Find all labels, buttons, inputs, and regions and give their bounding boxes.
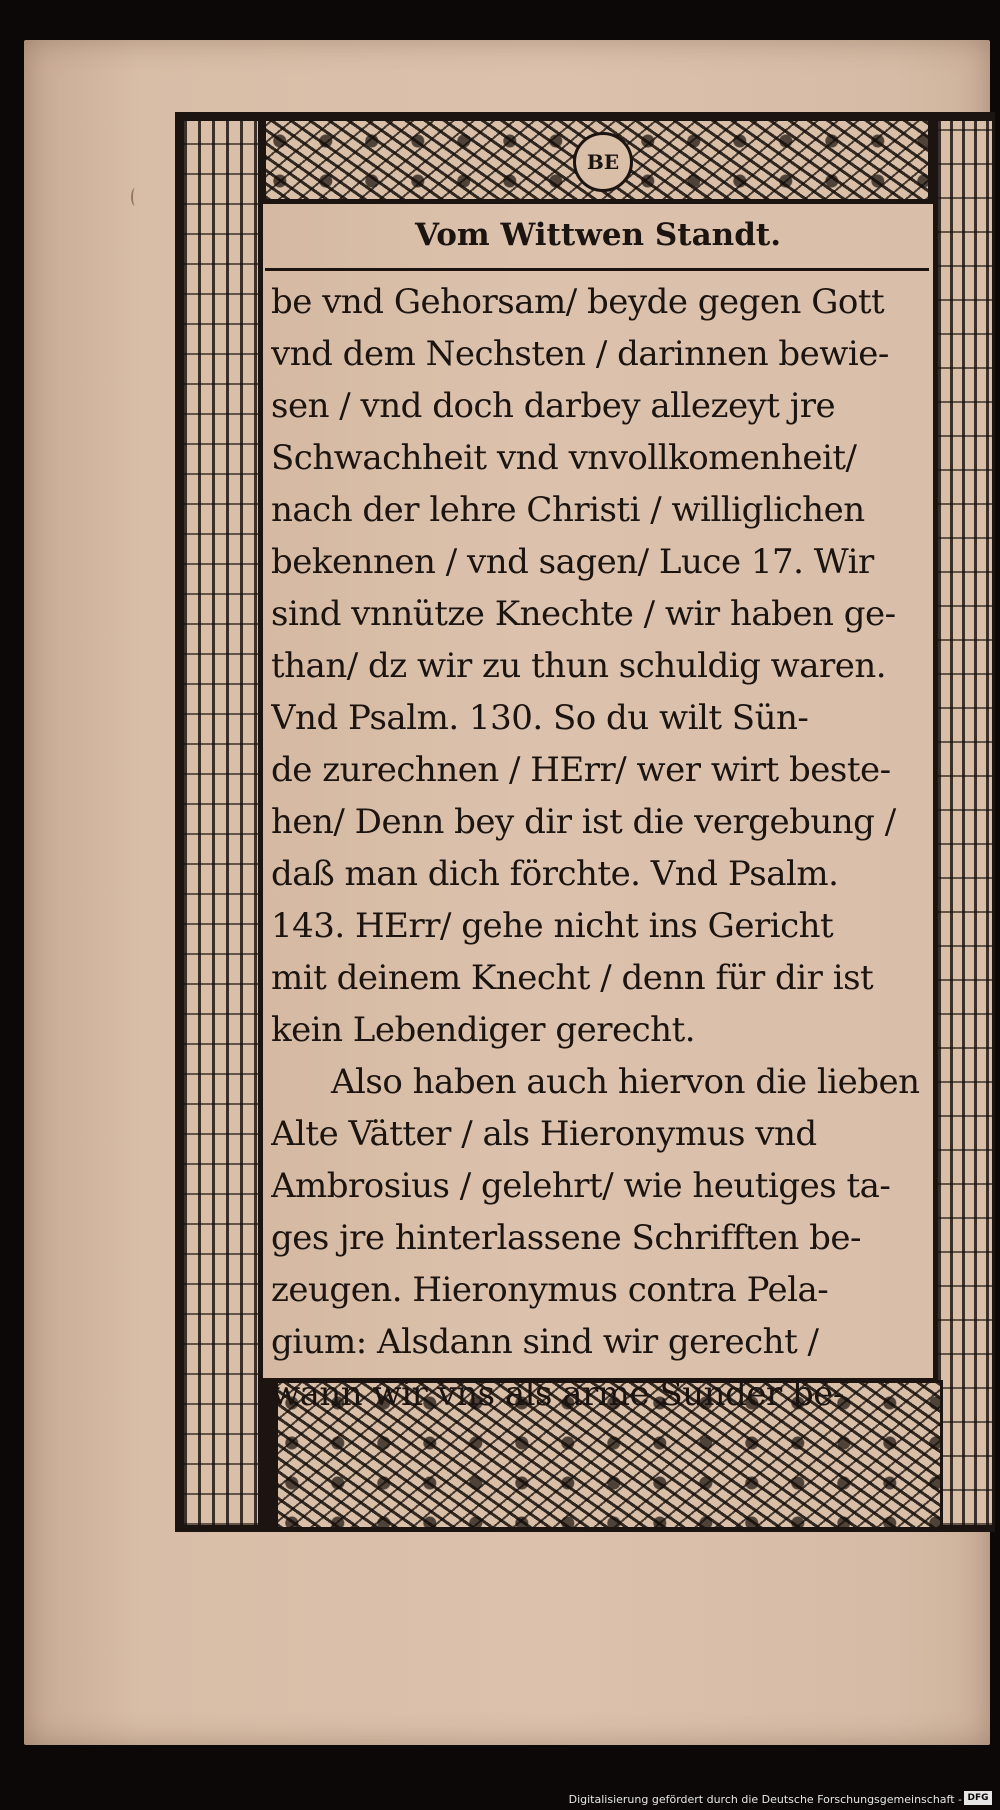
text-line: kein Lebendiger gerecht.	[271, 1010, 696, 1050]
text-line: sind vnnütze Knechte / wir haben ge-	[271, 594, 896, 634]
text-line: hen/ Denn bey dir ist die vergebung /	[271, 802, 896, 842]
text-line: 143. HErr/ gehe nicht ins Gericht	[271, 906, 834, 946]
digitization-credit: Digitalisierung gefördert durch die Deutsche Forschungsgemeinschaft -	[568, 1793, 962, 1806]
text-line: Vnd Psalm. 130. So du wilt Sün-	[271, 698, 809, 738]
text-line: bekennen / vnd sagen/ Luce 17. Wir	[271, 542, 874, 582]
page-mark	[131, 188, 139, 206]
body-text	[271, 276, 931, 1420]
text-line: gium: Alsdann sind wir gerecht /	[271, 1322, 819, 1362]
text-line: Ambrosius / gelehrt/ wie heutiges ta-	[271, 1166, 891, 1206]
text-line: sen / vnd doch darbey allezeyt jre	[271, 386, 836, 426]
dfg-logo: DFG	[964, 1791, 992, 1805]
text-line: de zurechnen / HErr/ wer wirt beste-	[271, 750, 891, 790]
ornament-right-border	[935, 118, 995, 1528]
text-line: mit deinem Knecht / denn für dir ist	[271, 958, 874, 998]
text-line: Schwachheit vnd vnvollkomenheit/	[271, 438, 857, 478]
ornament-left-border	[181, 118, 261, 1528]
woodcut-frame	[175, 112, 995, 1532]
text-line: daß man dich förchte. Vnd Psalm.	[271, 854, 839, 894]
text-line: vnd dem Nechsten / darinnen bewie-	[271, 334, 889, 374]
text-line: than/ dz wir zu thun schuldig waren.	[271, 646, 887, 686]
text-line: be vnd Gehorsam/ beyde gegen Gott	[271, 282, 885, 322]
medallion-monogram: BE	[573, 132, 633, 192]
text-line: zeugen. Hieronymus contra Pela-	[271, 1270, 829, 1310]
text-line: ges jre hinterlassene Schrifften be-	[271, 1218, 861, 1258]
text-line: Also haben auch hiervon die lieben	[331, 1062, 920, 1102]
text-line: nach der lehre Christi / williglichen	[271, 490, 865, 530]
running-header: Vom Wittwen Standt.	[414, 217, 782, 253]
text-line: wann wir vns als arme Sünder be-	[271, 1374, 844, 1414]
text-line: Alte Vätter / als Hieronymus vnd	[271, 1114, 817, 1154]
header-rule	[265, 268, 929, 271]
text-panel	[263, 204, 933, 1414]
